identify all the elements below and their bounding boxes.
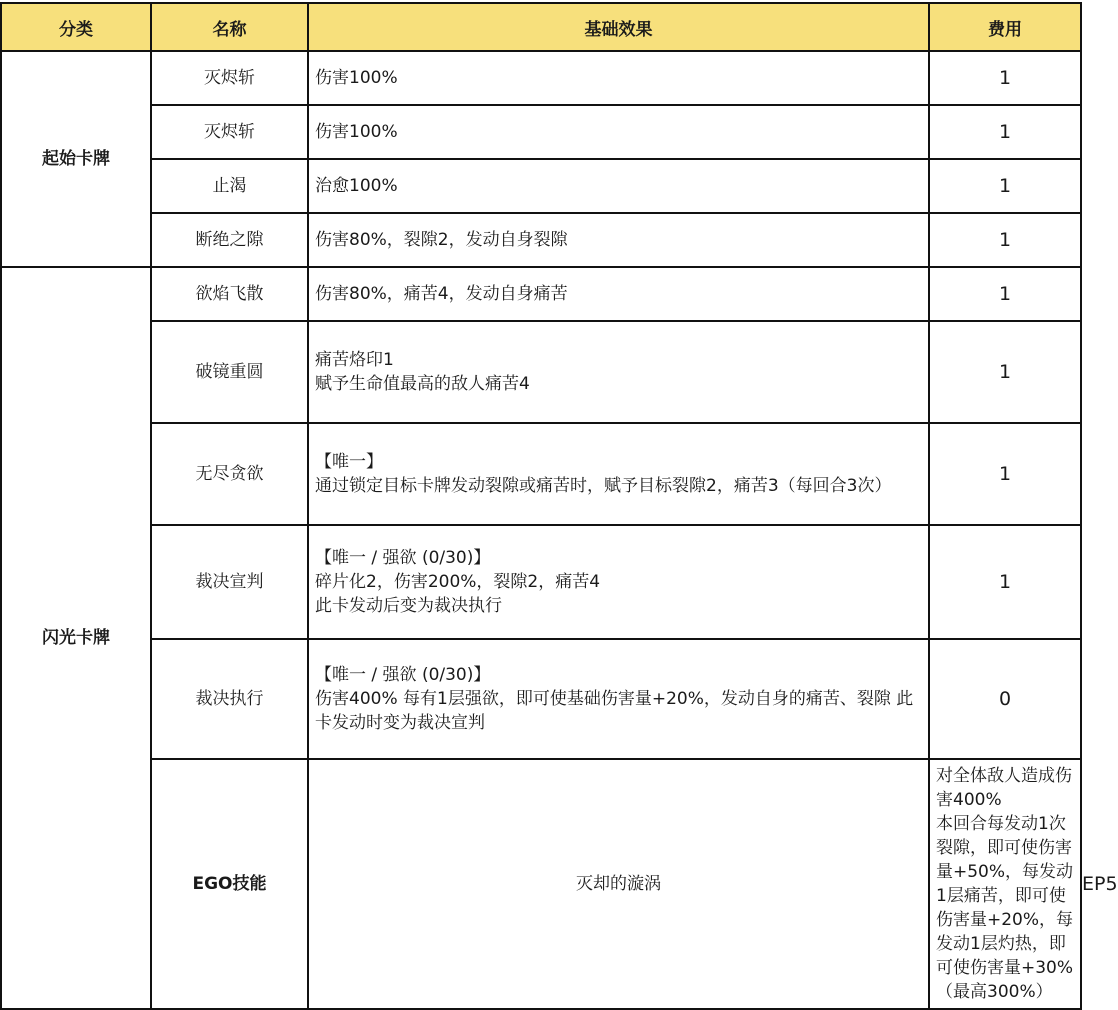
card-effect [929, 759, 1081, 1009]
effect-line: 碎片化2，伤害200%，裂隙2，痛苦4 [315, 572, 601, 592]
card-name: 无尽贪欲 [151, 423, 308, 525]
card-name: 裁决宣判 [151, 525, 308, 639]
card-cost: 1 [929, 321, 1081, 423]
card-table [0, 2, 1118, 1010]
table-row [1, 51, 1081, 105]
card-cost: 1 [929, 267, 1081, 321]
table-row [1, 639, 1081, 759]
effect-line: 伤害400% 每有1层强欲，即可使基础伤害量+20%，发动自身的痛苦、裂隙 此卡发动时变为裁决宣判 [315, 689, 914, 733]
table-row [1, 423, 1081, 525]
category-ego: EGO技能 [151, 759, 308, 1009]
card-effect [308, 423, 929, 525]
card-name: 灭却的漩涡 [308, 759, 929, 1009]
effect-line: 对全体敌人造成伤害400% [936, 766, 1072, 810]
card-name: 破镜重圆 [151, 321, 308, 423]
effect-line: 本回合每发动1次裂隙，即可使伤害量+50%，每发动1层痛苦，即可使伤害量+20%，每发动1层灼热，即可使伤害量+30%（最高300%） [936, 814, 1074, 1002]
card-effect [308, 267, 929, 321]
card-name: 断绝之隙 [151, 213, 308, 267]
card-name: 止渴 [151, 159, 308, 213]
effect-line: 伤害80%，裂隙2，发动自身裂隙 [315, 230, 568, 250]
table-row [1, 159, 1081, 213]
table-row [1, 267, 1081, 321]
table-row [1, 321, 1081, 423]
header-name: 名称 [151, 3, 308, 51]
effect-line: 【唯一 / 强欲 (0/30)】 [315, 548, 491, 568]
effect-line: 通过锁定目标卡牌发动裂隙或痛苦时，赋予目标裂隙2，痛苦3（每回合3次） [315, 476, 892, 496]
effect-line: 伤害100% [315, 68, 398, 88]
effect-line: 治愈100% [315, 176, 398, 196]
card-effect [308, 51, 929, 105]
card-name: 灭烬斩 [151, 51, 308, 105]
card-effect [308, 213, 929, 267]
card-cost: 1 [929, 105, 1081, 159]
effect-line: 此卡发动后变为裁决执行 [315, 596, 502, 616]
card-cost: 1 [929, 159, 1081, 213]
effect-line: 痛苦烙印1 [315, 350, 394, 370]
effect-line: 【唯一 / 强欲 (0/30)】 [315, 665, 491, 685]
header-cost: 费用 [929, 3, 1081, 51]
card-cost: 1 [929, 51, 1081, 105]
header-category: 分类 [1, 3, 151, 51]
card-cost: 1 [929, 525, 1081, 639]
card-effect [308, 639, 929, 759]
header-effect: 基础效果 [308, 3, 929, 51]
table-row [1, 525, 1081, 639]
card-cost: 1 [929, 213, 1081, 267]
card-name: 灭烬斩 [151, 105, 308, 159]
table-row [1, 213, 1081, 267]
card-name: 欲焰飞散 [151, 267, 308, 321]
category-starter: 起始卡牌 [1, 51, 151, 267]
card-cost: 1 [929, 423, 1081, 525]
effect-line: 伤害80%，痛苦4，发动自身痛苦 [315, 284, 568, 304]
header-row [1, 3, 1081, 51]
effect-line: 伤害100% [315, 122, 398, 142]
category-flash: 闪光卡牌 [1, 267, 151, 1009]
effect-line: 【唯一】 [315, 452, 383, 472]
card-effect [308, 525, 929, 639]
table-row [1, 105, 1081, 159]
card-effect [308, 321, 929, 423]
card-name: 裁决执行 [151, 639, 308, 759]
effect-line: 赋予生命值最高的敌人痛苦4 [315, 374, 530, 394]
card-effect [308, 159, 929, 213]
card-effect [308, 105, 929, 159]
card-cost: 0 [929, 639, 1081, 759]
table-row: EGO技能 灭却的漩涡 对全体敌人造成伤害400% 本回合每发动1次裂隙，即可使伤害量+50%，每发动1层痛苦，即可使伤害量+20%，每发动1层灼热，即可使伤害量+30%（最高300%） EP5 [1, 759, 1081, 1009]
